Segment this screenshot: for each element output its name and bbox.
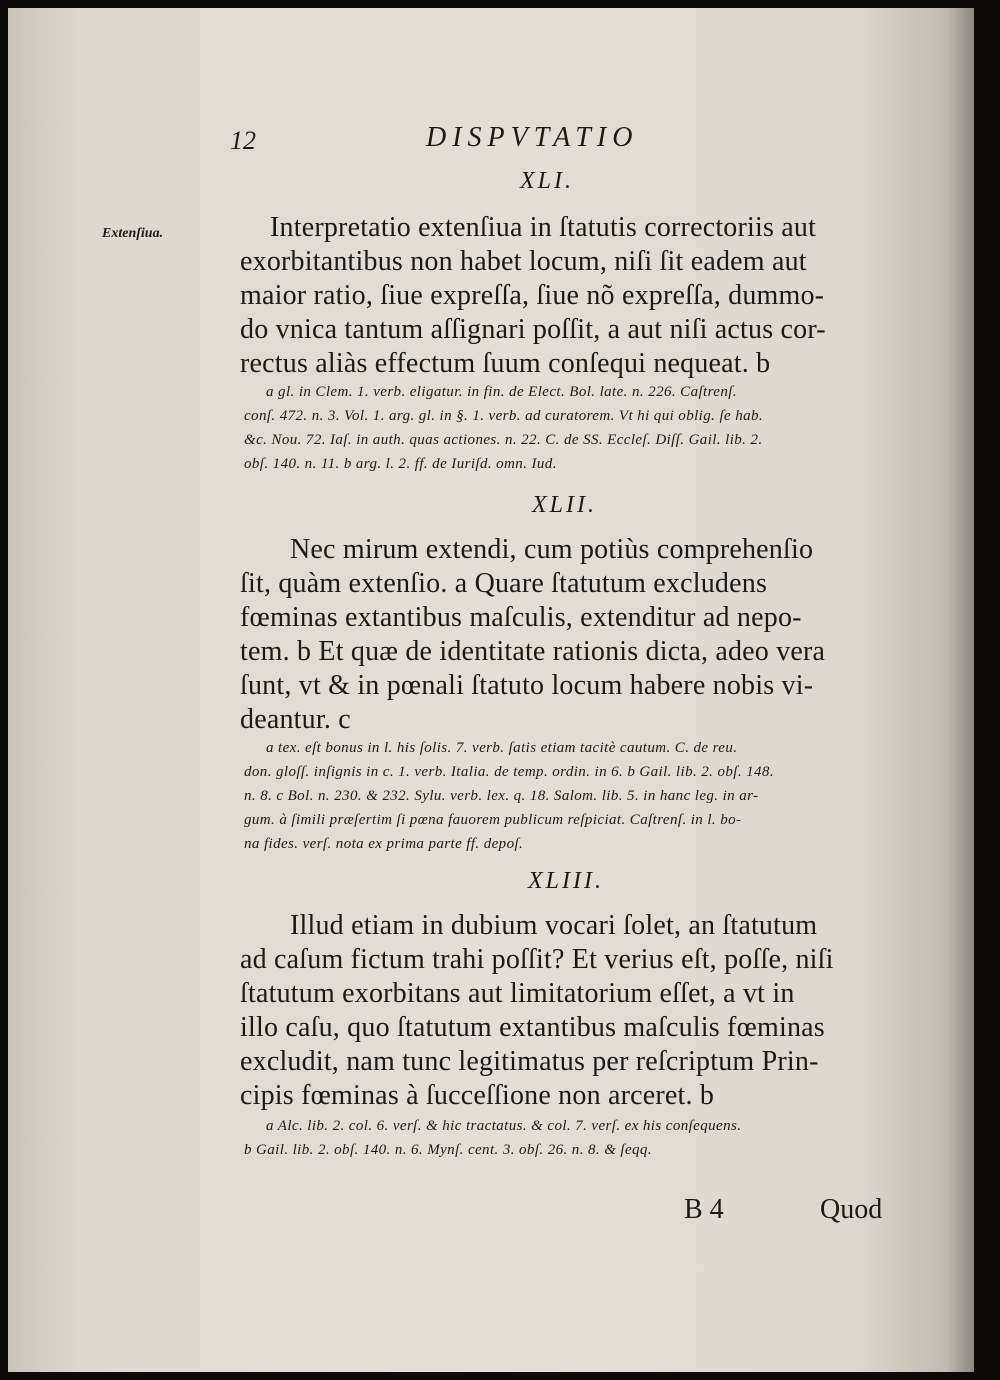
body-line: tem. b Et quæ de identitate rationis dicta, adeo vera [240,636,826,667]
body-line: ſit, quàm extenſio. a Quare ſtatutum excludens [240,568,768,599]
body-line: fœminas extantibus maſculis, extenditur ad nepo- [240,602,802,633]
signature-mark: B 4 [684,1194,724,1225]
book-page [8,8,974,1372]
body-line: rectus aliàs effectum ſuum conſequi nequeat. b [240,348,771,379]
body-line: exorbitantibus non habet locum, niſi ſit eadem aut [240,246,807,277]
body-line: illo caſu, quo ſtatutum extantibus maſculis fœminas [240,1012,825,1043]
footnote-line: a gl. in Clem. 1. verb. eligatur. in fin. de Elect. Bol. late. n. 226. Caſtrenſ. [266,384,737,400]
body-line: ſunt, vt & in pœnali ſtatuto locum habere nobis vi- [240,670,814,701]
running-title: DISPVTATIO [426,122,639,153]
footnote-line: obſ. 140. n. 11. b arg. l. 2. ff. de Iuriſd. omn. Iud. [244,456,557,472]
section-heading: XLII. [532,492,597,518]
footnote-line: don. gloſſ. inſignis in c. 1. verb. Italia. de temp. ordin. in 6. b Gail. lib. 2. obſ. 148. [244,764,774,780]
footnote-line: gum. à ſimili præſertim ſi pœna fauorem publicum reſpiciat. Caſtrenſ. in l. bo- [244,812,742,828]
body-line: do vnica tantum aſſignari poſſit, a aut niſi actus cor- [240,314,826,345]
margin-note: Extenſiua. [102,226,164,241]
section-heading: XLI. [520,168,574,194]
body-line: Interpretatio extenſiua in ſtatutis correctoriis aut [270,212,817,243]
page-number: 12 [230,126,256,155]
body-line: ad caſum fictum trahi poſſit? Et verius eſt, poſſe, niſi [240,944,834,975]
page-edge-shadow [946,8,974,1372]
body-line: deantur. c [240,704,351,735]
footnote-line: na fides. verſ. nota ex prima parte ff. depoſ. [244,836,524,852]
body-line: cipis fœminas à ſucceſſione non arceret. b [240,1080,715,1111]
footnote-line: a tex. eſt bonus in l. his ſolis. 7. verb. ſatis etiam tacitè cautum. C. de reu. [266,740,738,756]
footnote-line: n. 8. c Bol. n. 230. & 232. Sylu. verb. lex. q. 18. Salom. lib. 5. in hanc leg. in ar- [244,788,759,804]
section-heading: XLIII. [528,868,604,894]
body-line: Illud etiam in dubium vocari ſolet, an ſtatutum [290,910,818,941]
footnote-line: conſ. 472. n. 3. Vol. 1. arg. gl. in §. 1. verb. ad curatorem. Vt hi qui oblig. ſe hab. [244,408,764,424]
body-line: Nec mirum extendi, cum potiùs comprehenſio [290,534,814,565]
footnote-line: &c. Nou. 72. Iaſ. in auth. quas actiones. n. 22. C. de SS. Eccleſ. Diſſ. Gail. lib. 2. [244,432,763,448]
body-line: maior ratio, ſiue expreſſa, ſiue nõ expreſſa, dummo- [240,280,825,311]
body-line: excludit, nam tunc legitimatus per reſcriptum Prin- [240,1046,819,1077]
catchword: Quod [820,1194,883,1225]
footnote-line: a Alc. lib. 2. col. 6. verſ. & hic tractatus. & col. 7. verſ. ex his conſequens. [266,1118,742,1134]
body-line: ſtatutum exorbitans aut limitatorium eſſet, a vt in [240,978,795,1009]
footnote-line: b Gail. lib. 2. obſ. 140. n. 6. Mynſ. cent. 3. obſ. 26. n. 8. & ſeqq. [244,1142,652,1158]
